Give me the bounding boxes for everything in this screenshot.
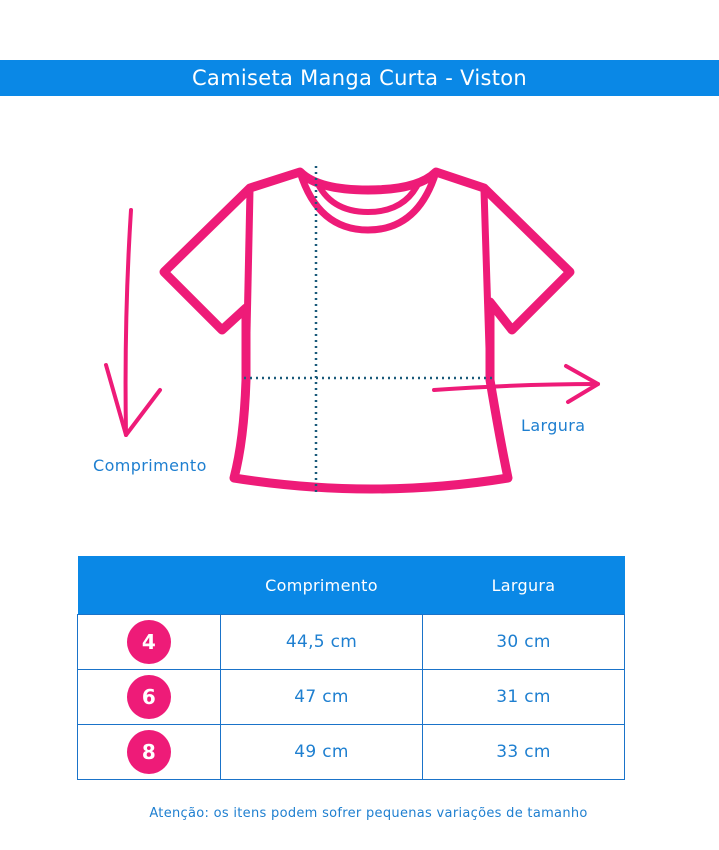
length-header: Comprimento [221,556,423,615]
length-cell: 47 cm [221,670,423,725]
length-arrowhead [106,365,160,435]
width-cell: 30 cm [423,615,625,670]
table-row [78,615,625,670]
right-seam [484,190,490,380]
size-cell [78,725,221,780]
length-arrow [126,210,131,435]
disclaimer-note: Atenção: os itens podem sofrer pequenas variações de tamanho [149,806,588,821]
length-label: Comprimento [93,456,207,475]
length-cell: 49 cm [221,725,423,780]
size-header [78,556,221,615]
size-badge: 8 [127,730,171,774]
width-cell: 31 cm [423,670,625,725]
width-arrow [434,384,598,390]
width-label: Largura [521,416,586,435]
title-bar [0,60,719,96]
size-cell [78,615,221,670]
table-header-row [78,556,625,615]
page-title: Camiseta Manga Curta - Viston [191,66,528,90]
length-cell: 44,5 cm [221,615,423,670]
size-badge: 6 [127,675,171,719]
left-seam [246,190,250,380]
shirt-outline [164,172,570,489]
table-row [78,725,625,780]
width-cell: 33 cm [423,725,625,780]
table-row [78,670,625,725]
size-badge: 4 [127,620,171,664]
width-header: Largura [423,556,625,615]
size-cell [78,670,221,725]
shirt-diagram [0,140,719,520]
size-table [77,556,625,780]
